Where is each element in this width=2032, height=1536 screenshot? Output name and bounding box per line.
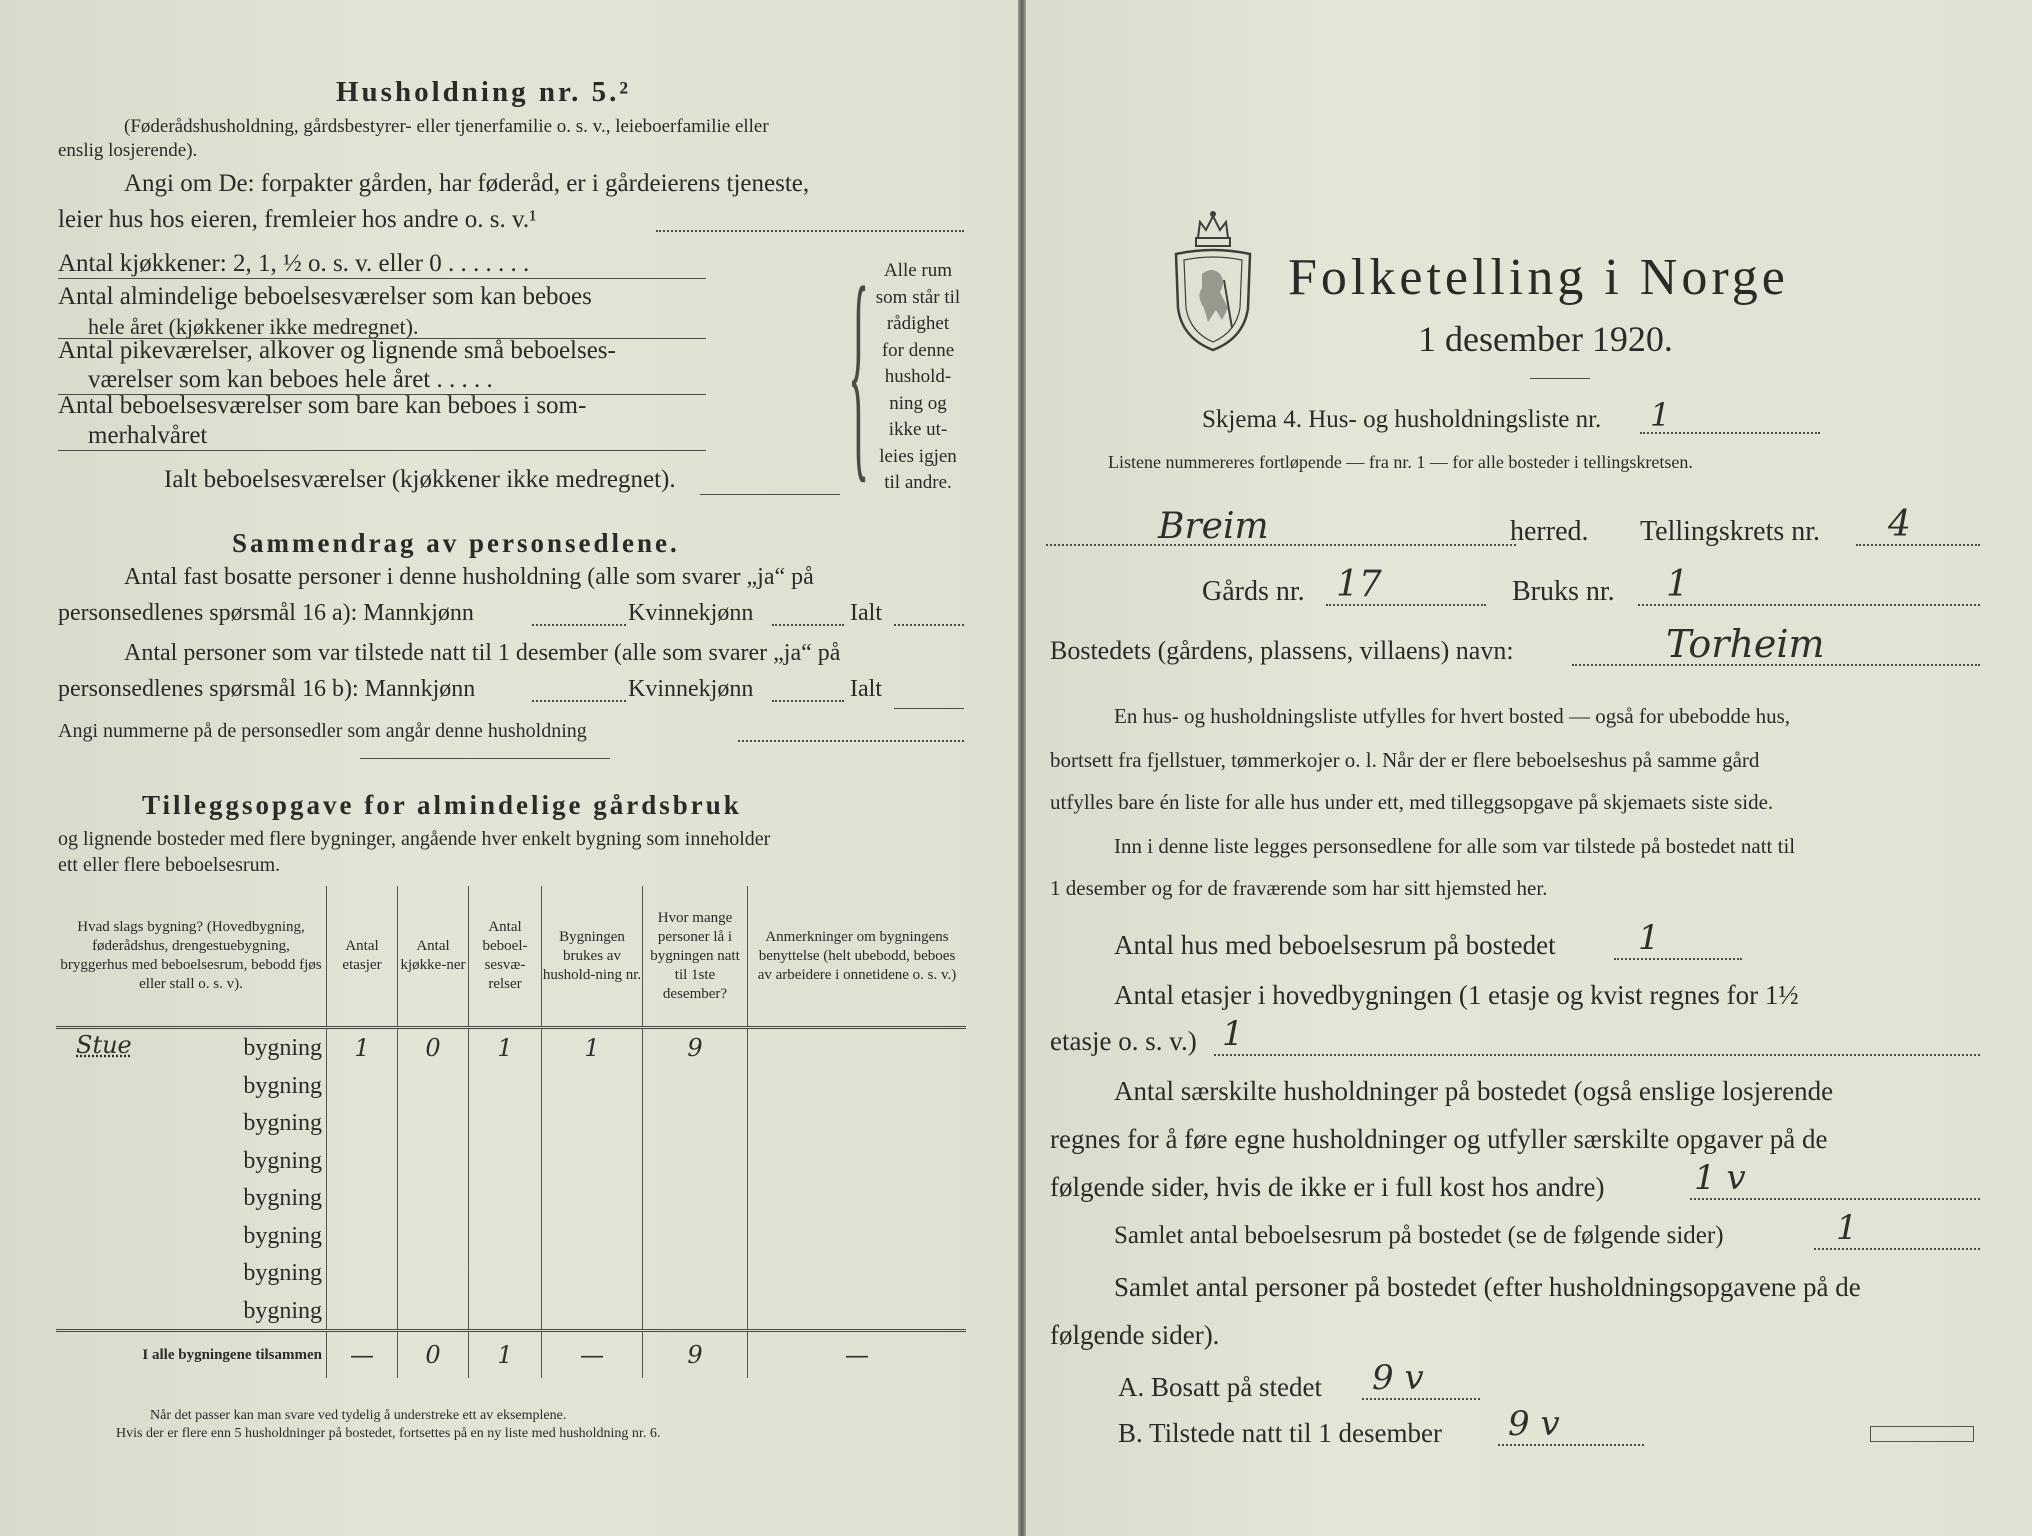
husholdninger-answer-line bbox=[1690, 1198, 1980, 1200]
summary-total-1-line bbox=[894, 624, 964, 626]
table-header-type: Hvad slags bygning? (Hovedbygning, føderådshus, drengestuebygning, bryggerhus med beboelsesrum, bebodd fjøs eller stall o. s. v). bbox=[56, 886, 327, 1028]
total-remarks: — bbox=[748, 1331, 967, 1379]
kitchens-cell bbox=[398, 1067, 469, 1105]
kitchens-cell: 0 bbox=[398, 1028, 469, 1067]
table-row bbox=[56, 1142, 966, 1180]
floors-cell: 1 bbox=[327, 1028, 398, 1067]
summary-line-3: Antal personer som var tilstede natt til 1 desember (alle som svarer „ja“ på bbox=[124, 640, 841, 666]
building-type-value: Stue bbox=[76, 1031, 132, 1059]
schema-number-line bbox=[1640, 432, 1820, 434]
building-type-cell bbox=[56, 1142, 327, 1180]
brace-note-line: Alle rum bbox=[883, 260, 953, 281]
rom-label: Samlet antal beboelsesrum på bostedet (se de følgende sider) bbox=[1114, 1222, 1724, 1249]
table-row bbox=[56, 1254, 966, 1292]
building-suffix: bygning bbox=[243, 1260, 322, 1286]
household-cell bbox=[542, 1104, 643, 1142]
instruction-1: En hus- og husholdningsliste utfylles for hvert bosted — også for ubebodde hus, bbox=[1114, 704, 1790, 728]
kitchens-cell bbox=[398, 1254, 469, 1292]
bosatt-line bbox=[1362, 1398, 1480, 1400]
household-cell: 1 bbox=[542, 1028, 643, 1067]
building-type-cell bbox=[56, 1104, 327, 1142]
numbering-note: Listene nummereres fortløpende — fra nr. 1 — for alle bosteder i tellingskretsen. bbox=[1108, 452, 1693, 472]
summer-rooms-label-2: merhalvåret bbox=[88, 422, 208, 449]
husholdninger-line-3: følgende sider, hvis de ikke er i full kost hos andre) bbox=[1050, 1172, 1605, 1202]
tilstede-line bbox=[1498, 1444, 1644, 1446]
krets-label: Tellingskrets nr. bbox=[1640, 516, 1821, 547]
brace-note-line: ning og bbox=[889, 392, 947, 414]
remarks-cell bbox=[748, 1104, 967, 1142]
building-type-cell bbox=[56, 1292, 327, 1331]
kitchens-cell bbox=[398, 1292, 469, 1331]
building-suffix: bygning bbox=[243, 1035, 322, 1061]
bruks-value: 1 bbox=[1666, 564, 1689, 605]
remarks-cell bbox=[748, 1217, 967, 1255]
summary-female-1-label: Kvinnekjønn bbox=[628, 600, 754, 626]
maid-rooms-label-2: værelser som kan beboes hele året . . . . . bbox=[88, 366, 493, 393]
brace-note-line: for denne bbox=[881, 339, 955, 361]
building-type-cell bbox=[56, 1254, 327, 1292]
persons-cell bbox=[643, 1292, 748, 1331]
bruks-line bbox=[1638, 604, 1980, 606]
ordinary-rooms-label-2: hele året (kjøkkener ikke medregnet). bbox=[88, 314, 419, 339]
etasjer-value: 1 bbox=[1222, 1014, 1244, 1054]
hus-label: Antal hus med beboelsesrum på bostedet bbox=[1114, 930, 1556, 960]
rooms-cell bbox=[469, 1179, 542, 1217]
building-suffix: bygning bbox=[243, 1147, 322, 1174]
bruks-label: Bruks nr. bbox=[1512, 576, 1615, 607]
table-row bbox=[56, 1067, 966, 1105]
rooms-cell bbox=[469, 1067, 542, 1105]
persons-cell bbox=[643, 1254, 748, 1292]
bosatt-label: A. Bosatt på stedet bbox=[1118, 1372, 1322, 1402]
table-row bbox=[56, 1104, 966, 1142]
rooms-rule-4 bbox=[58, 450, 706, 451]
rooms-rule-1 bbox=[58, 278, 706, 279]
total-rooms-line bbox=[700, 494, 840, 495]
persons-cell bbox=[643, 1104, 748, 1142]
building-table bbox=[56, 886, 966, 1378]
table-body bbox=[56, 1028, 966, 1331]
table-header-kitchens: Antal kjøkke-ner bbox=[398, 886, 469, 1028]
bosted-value: Torheim bbox=[1666, 622, 1825, 666]
instruction-5: 1 desember og for de fraværende som har sitt hjemsted her. bbox=[1050, 876, 1548, 900]
right-page bbox=[1026, 0, 2032, 1536]
building-type-cell bbox=[56, 1179, 327, 1217]
gards-line bbox=[1326, 604, 1486, 606]
remarks-cell bbox=[748, 1179, 967, 1217]
instruction-2: bortsett fra fjellstuer, tømmerkojer o. l. Når der er flere beboelseshus på samme gård bbox=[1050, 748, 1760, 772]
husholdninger-value: 1 v bbox=[1694, 1158, 1746, 1198]
gards-value: 17 bbox=[1336, 564, 1382, 605]
summary-male-2-line bbox=[532, 700, 626, 702]
coat-of-arms-icon bbox=[1168, 208, 1258, 356]
summer-rooms-label-1: Antal beboelsesværelser som bare kan beboes i som- bbox=[58, 392, 587, 419]
rom-answer-line bbox=[1814, 1248, 1980, 1250]
supplement-line-2: ett eller flere beboelsesrum. bbox=[58, 854, 281, 876]
bosted-line bbox=[1572, 664, 1980, 666]
supplement-title: Tilleggsopgave for almindelige gårdsbruk bbox=[142, 790, 742, 820]
persons-cell: 9 bbox=[643, 1028, 748, 1067]
table-row bbox=[56, 1179, 966, 1217]
building-type-cell bbox=[56, 1217, 327, 1255]
summary-title: Sammendrag av personsedlene. bbox=[232, 528, 680, 558]
etasjer-line-2: etasje o. s. v.) bbox=[1050, 1026, 1197, 1056]
household-cell bbox=[542, 1254, 643, 1292]
supplement-line-1: og lignende bosteder med flere bygninger, angående hver enkelt bygning som inneholder bbox=[58, 828, 771, 850]
table-header-persons: Hvor mange personer lå i bygningen natt til 1ste desember? bbox=[643, 886, 748, 1028]
table-header-floors: Antal etasjer bbox=[327, 886, 398, 1028]
summary-line-4: personsedlenes spørsmål 16 b): Mannkjønn bbox=[58, 676, 476, 702]
total-rooms: 1 bbox=[469, 1331, 542, 1379]
total-kitchens: 0 bbox=[398, 1331, 469, 1379]
table-row bbox=[56, 1292, 966, 1331]
hus-line bbox=[1614, 958, 1742, 960]
etasjer-line-1: Antal etasjer i hovedbygningen (1 etasje og kvist regnes for 1½ bbox=[1114, 980, 1799, 1010]
rooms-cell bbox=[469, 1142, 542, 1180]
rooms-cell bbox=[469, 1217, 542, 1255]
rom-value: 1 bbox=[1836, 1208, 1858, 1248]
persons-cell bbox=[643, 1179, 748, 1217]
remarks-cell bbox=[748, 1142, 967, 1180]
brace-note-line: til andre. bbox=[884, 472, 952, 493]
husholdninger-line-2: regnes for å føre egne husholdninger og utfyller særskilte opgaver på de bbox=[1050, 1124, 1828, 1154]
brace-note-line: leies igjen bbox=[879, 445, 957, 467]
section-divider bbox=[360, 758, 610, 759]
total-label: I alle bygningene tilsammen bbox=[56, 1331, 327, 1379]
building-suffix: bygning bbox=[243, 1297, 322, 1324]
floors-cell bbox=[327, 1142, 398, 1180]
household-cell bbox=[542, 1142, 643, 1180]
building-suffix: bygning bbox=[243, 1222, 322, 1249]
floors-cell bbox=[327, 1067, 398, 1105]
household-cell bbox=[542, 1179, 643, 1217]
summary-line-1: Antal fast bosatte personer i denne husholdning (alle som svarer „ja“ på bbox=[124, 564, 814, 590]
tilstede-value: 9 v bbox=[1508, 1404, 1560, 1444]
angi-answer-line bbox=[656, 230, 964, 232]
building-suffix: bygning bbox=[243, 1185, 322, 1211]
persons-cell bbox=[643, 1217, 748, 1255]
table-row bbox=[56, 1217, 966, 1255]
etasjer-answer-line bbox=[1214, 1054, 1980, 1056]
persons-cell bbox=[643, 1067, 748, 1105]
title-divider bbox=[1530, 378, 1590, 379]
census-title: Folketelling i Norge bbox=[1288, 249, 1789, 306]
floors-cell bbox=[327, 1104, 398, 1142]
rooms-cell bbox=[469, 1292, 542, 1331]
instruction-3: utfylles bare én liste for alle hus under ett, med tilleggsopgave på skjemaets siste side. bbox=[1050, 790, 1774, 814]
building-type-cell bbox=[56, 1067, 327, 1105]
angi-line-2: leier hus hos eieren, fremleier hos andre o. s. v.¹ bbox=[58, 206, 537, 233]
brace-note-line: ikke ut- bbox=[888, 419, 948, 440]
printer-mark bbox=[1870, 1426, 1974, 1442]
kitchens-cell bbox=[398, 1179, 469, 1217]
bosted-label: Bostedets (gårdens, plassens, villaens) navn: bbox=[1050, 636, 1514, 665]
table-header-rooms: Antal beboel-sesvæ-relser bbox=[469, 886, 542, 1028]
table-row bbox=[56, 1028, 966, 1067]
table-header-remarks: Anmerkninger om bygningens benyttelse (helt ubebodd, beboes av arbeidere i onnetidene o. s. v.) bbox=[748, 886, 967, 1028]
floors-cell bbox=[327, 1254, 398, 1292]
summary-numbers-line bbox=[738, 740, 964, 742]
floors-cell bbox=[327, 1217, 398, 1255]
remarks-cell bbox=[748, 1292, 967, 1331]
instruction-4: Inn i denne liste legges personsedlene for alle som var tilstede på bostedet natt til bbox=[1114, 834, 1796, 858]
building-type-cell bbox=[56, 1028, 327, 1067]
household-note: (Føderådshusholdning, gårdsbestyrer- eller tjenerfamilie o. s. v., leieboerfamilie eller bbox=[124, 116, 769, 137]
table-total-row bbox=[56, 1331, 966, 1379]
angi-line-1: Angi om De: forpakter gården, har føderåd, er i gårdeierens tjeneste, bbox=[124, 170, 810, 197]
herred-label: herred. bbox=[1510, 516, 1589, 547]
summary-male-1-line bbox=[532, 624, 626, 626]
herred-value: Breim bbox=[1158, 506, 1269, 547]
hus-value: 1 bbox=[1638, 918, 1660, 958]
brace-note-line: rådighet bbox=[886, 313, 950, 334]
census-date: 1 desember 1920. bbox=[1418, 319, 1673, 359]
summary-line-5: Angi nummerne på de personsedler som angår denne husholdning bbox=[58, 720, 587, 742]
household-cell bbox=[542, 1292, 643, 1331]
kitchens-cell bbox=[398, 1142, 469, 1180]
personer-line-2: følgende sider). bbox=[1050, 1320, 1220, 1350]
maid-rooms-label-1: Antal pikeværelser, alkover og lignende små beboelses- bbox=[58, 337, 616, 364]
building-suffix: bygning bbox=[243, 1110, 322, 1136]
remarks-cell bbox=[748, 1254, 967, 1292]
rooms-cell bbox=[469, 1254, 542, 1292]
brace-note-line: som står til bbox=[875, 286, 961, 308]
floors-cell bbox=[327, 1179, 398, 1217]
household-cell bbox=[542, 1067, 643, 1105]
krets-line bbox=[1856, 544, 1980, 546]
total-household: — bbox=[542, 1331, 643, 1379]
ordinary-rooms-label-1: Antal almindelige beboelsesværelser som kan beboes bbox=[58, 283, 592, 310]
summary-line-2: personsedlenes spørsmål 16 a): Mannkjønn bbox=[58, 600, 474, 626]
kitchens-cell bbox=[398, 1104, 469, 1142]
household-title: Husholdning nr. 5.² bbox=[336, 76, 632, 108]
herred-line bbox=[1046, 544, 1516, 546]
summary-female-2-line bbox=[772, 700, 844, 702]
building-suffix: bygning bbox=[243, 1072, 322, 1099]
footnote-2: Hvis der er flere enn 5 husholdninger på bostedet, fortsettes på en ny liste med husholdning nr. 6. bbox=[116, 1426, 661, 1441]
persons-cell bbox=[643, 1142, 748, 1180]
footnote-1: Når det passer kan man svare ved tydelig å understreke ett av eksemplene. bbox=[150, 1408, 567, 1423]
remarks-cell bbox=[748, 1028, 967, 1067]
summary-total-2-label: Ialt bbox=[850, 676, 882, 702]
kitchens-cell bbox=[398, 1217, 469, 1255]
table-header-household: Bygningen brukes av hushold-ning nr. bbox=[542, 886, 643, 1028]
household-note-2: enslig losjerende). bbox=[58, 140, 198, 161]
household-cell bbox=[542, 1217, 643, 1255]
floors-cell bbox=[327, 1292, 398, 1331]
schema-number: 1 bbox=[1650, 396, 1671, 434]
remarks-cell bbox=[748, 1067, 967, 1105]
summary-total-2-line bbox=[894, 708, 964, 709]
summary-total-1-label: Ialt bbox=[850, 600, 882, 626]
brace-note bbox=[868, 258, 968, 497]
total-floors: — bbox=[327, 1331, 398, 1379]
summary-female-2-label: Kvinnekjønn bbox=[628, 676, 754, 702]
brace-note-line: hushold- bbox=[884, 366, 952, 387]
krets-value: 4 bbox=[1888, 504, 1911, 545]
summary-female-1-line bbox=[772, 624, 844, 626]
husholdninger-line-1: Antal særskilte husholdninger på bostedet (også enslige losjerende bbox=[1114, 1076, 1834, 1106]
personer-line-1: Samlet antal personer på bostedet (efter husholdningsopgavene på de bbox=[1114, 1272, 1861, 1302]
tilstede-label: B. Tilstede natt til 1 desember bbox=[1118, 1418, 1442, 1448]
gards-label: Gårds nr. bbox=[1202, 576, 1305, 607]
kitchens-label: Antal kjøkkener: 2, 1, ½ o. s. v. eller 0 . . . . . . . bbox=[58, 250, 530, 277]
bosatt-value: 9 v bbox=[1372, 1358, 1424, 1398]
rooms-cell bbox=[469, 1104, 542, 1142]
total-rooms-label: Ialt beboelsesværelser (kjøkkener ikke medregnet). bbox=[164, 466, 676, 493]
book-gutter bbox=[1018, 0, 1026, 1536]
rooms-cell: 1 bbox=[469, 1028, 542, 1067]
total-persons: 9 bbox=[643, 1331, 748, 1379]
schema-label: Skjema 4. Hus- og husholdningsliste nr. bbox=[1202, 406, 1602, 433]
brace: { bbox=[848, 239, 870, 505]
